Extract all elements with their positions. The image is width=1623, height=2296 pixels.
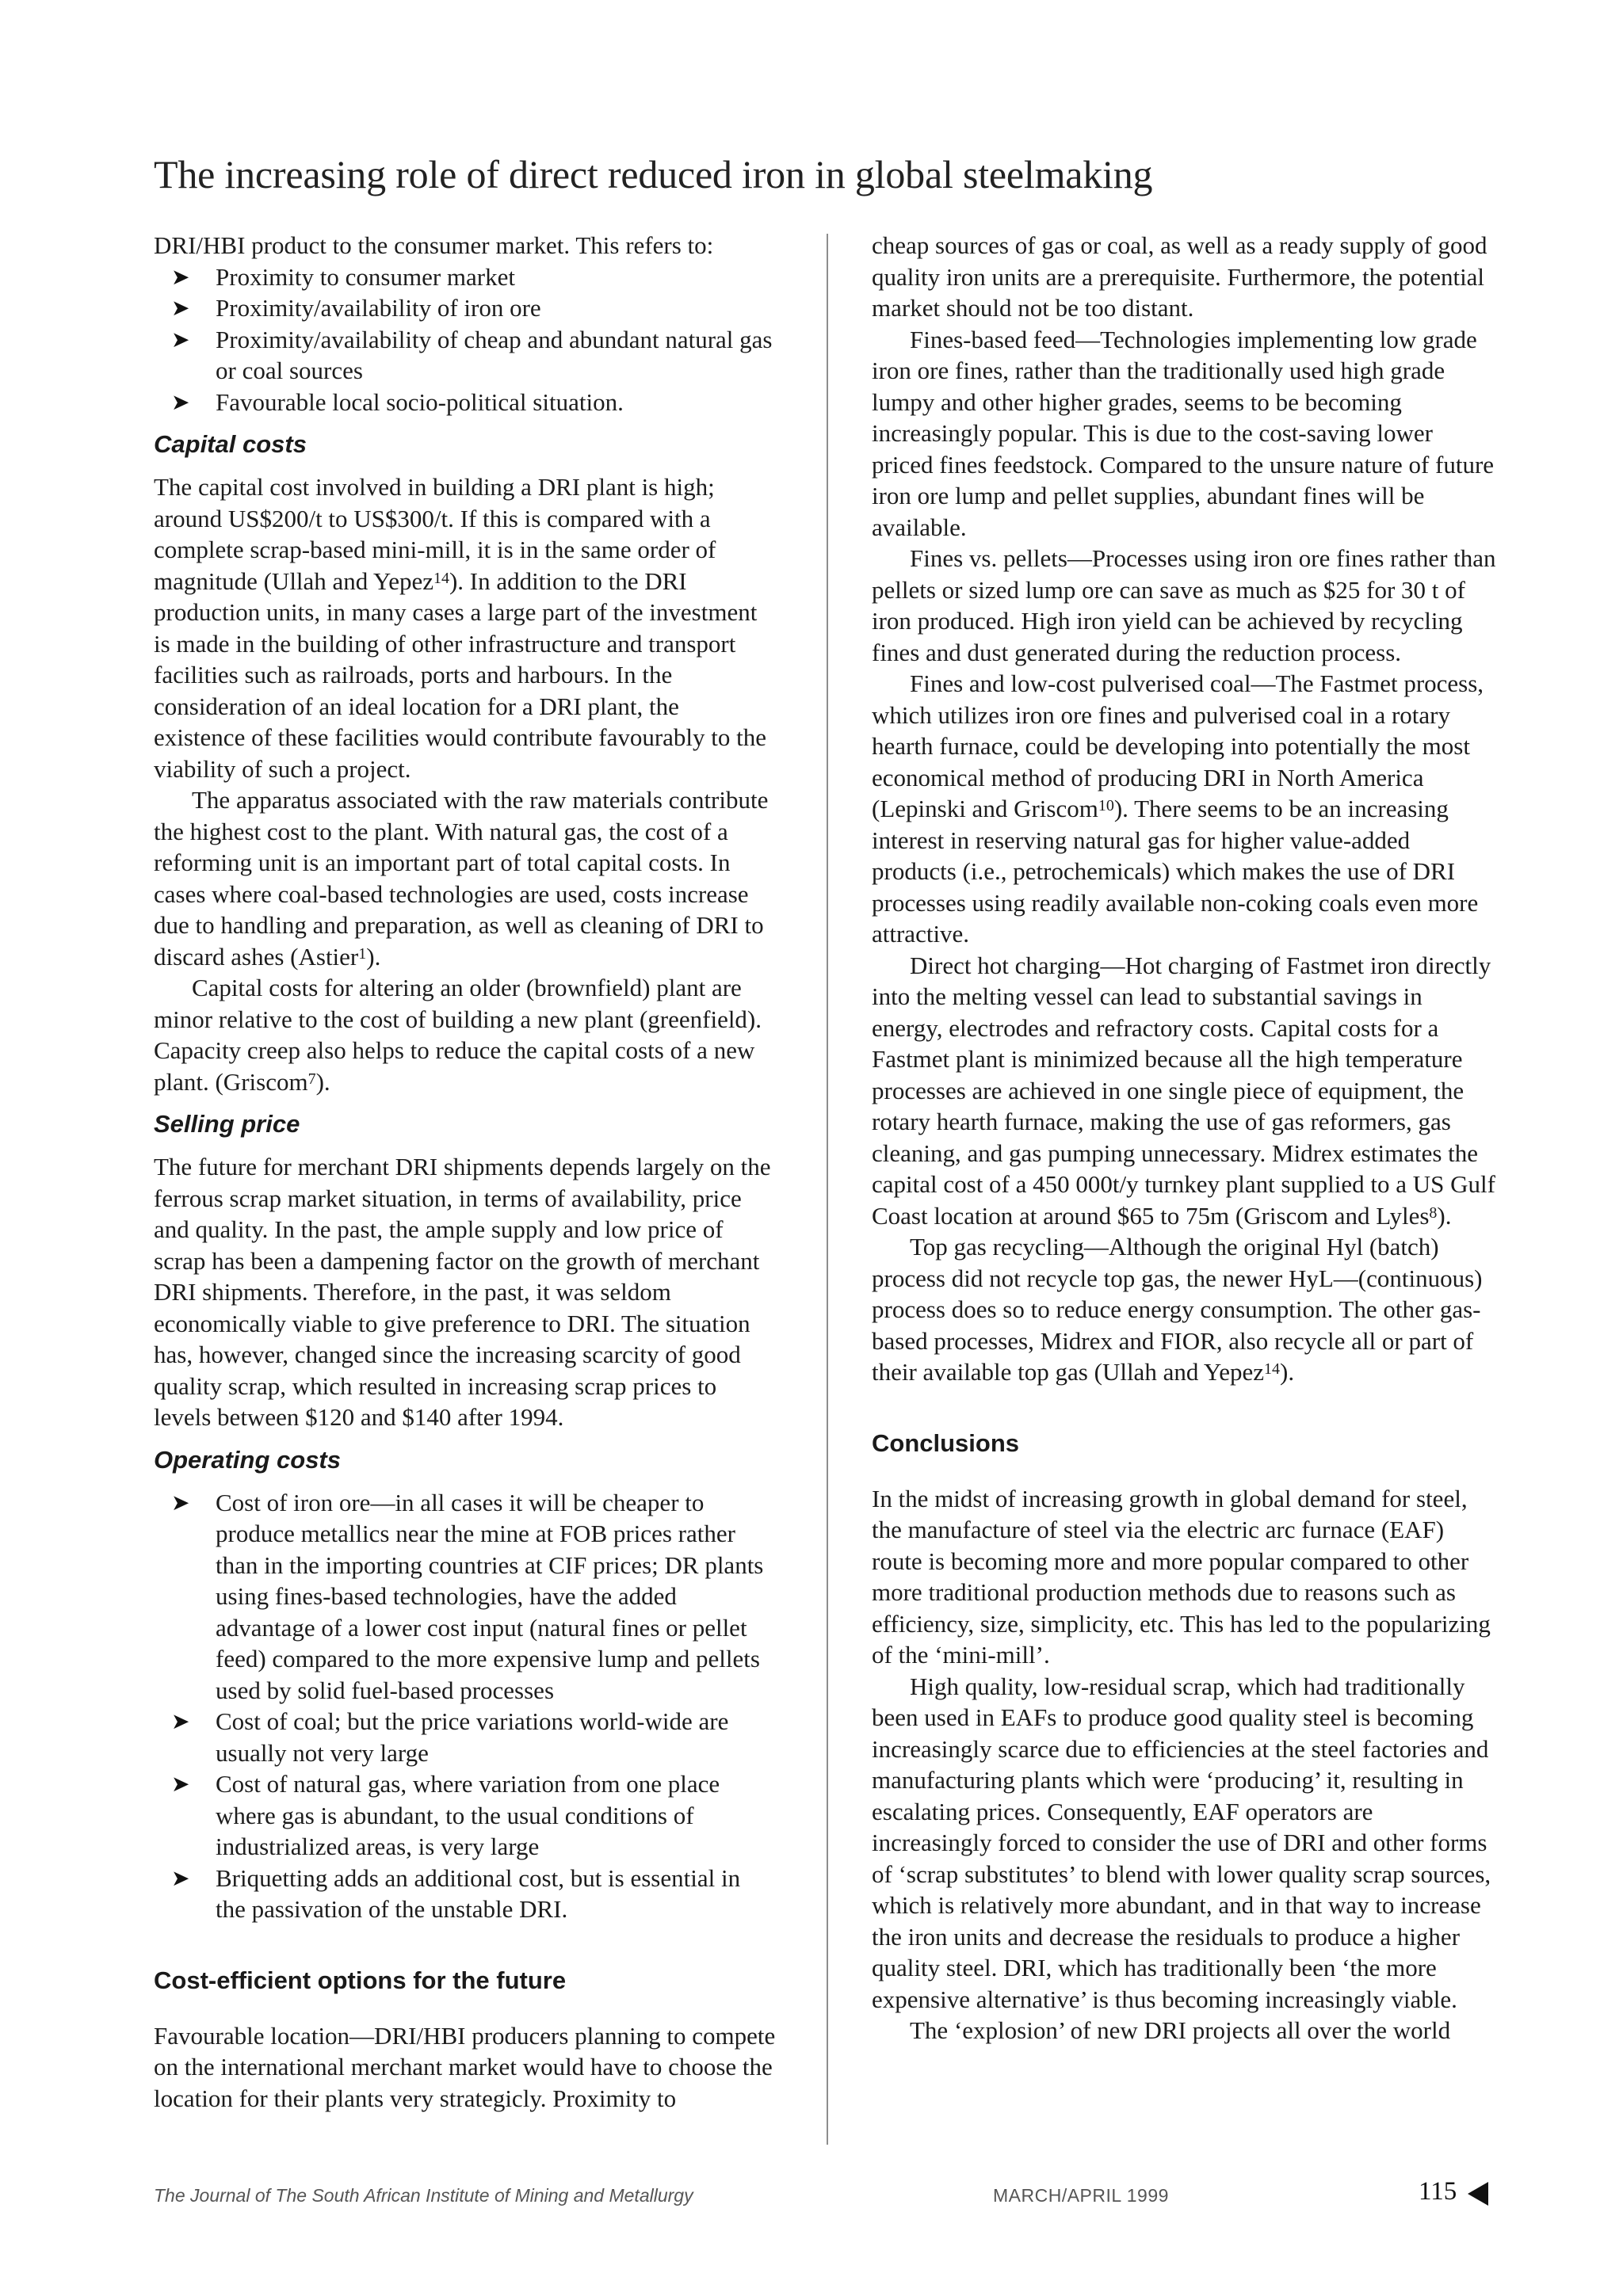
running-title: The increasing role of direct reduced iron in global steelmaking [154,152,1153,196]
list-item: ➤ Proximity to consumer market [154,261,776,293]
left-column [154,230,776,2114]
conclusions-paragraph-1: In the midst of increasing growth in global demand for steel, the manufacture of steel via the electric arc furnace (EAF) route is becoming more and more popular compared to other more traditional production methods due to reasons such as efficiency, size, simplicity, etc. This has led to the popularizing of the ‘mini-mill’. [872,1484,1491,1669]
list-item: ➤ Favourable local socio-political situation. [154,387,776,418]
conclusions-paragraph-3: The ‘explosion’ of new DRI projects all over the world [910,2016,1451,2044]
operating-costs-heading: Operating costs [154,1445,341,1474]
intro-paragraph: DRI/HBI product to the consumer market. This refers to: [154,231,714,259]
list-item: ➤ Proximity/availability of iron ore [154,292,776,324]
conclusions-heading: Conclusions [872,1428,1020,1457]
page-number: 115 [1419,2177,1457,2206]
top-gas-paragraph: Top gas recycling—Although the original Hyl (batch) process did not recycle top gas, the newer HyL—(continuous) process does so to reduce energy consumption. The other gas-based processes, Midrex and FIOR, also recycle all or part of their available top gas (Ullah and Yepez$^{14}$). [872,1233,1483,1386]
hot-charging-paragraph: Direct hot charging—Hot charging of Fastmet iron directly into the melting vessel can lead to substantial savings in energy, electrodes and refractory costs. Capital costs for a Fastmet plant is minimized because all the high temperature processes are achieved in one single piece of equipment, the rotary hearth furnace, making the use of gas reformers, gas cleaning, and gas pumping unnecessary. Midrex estimates the capital cost of a 450 000t/y turnkey plant supplied to a US Gulf Coast location at around $65 to 75m (Griscom and Lyles$^8$). [872,951,1495,1230]
location-factors-list [154,261,776,418]
arrow-bullet-icon: ➤ [171,295,190,321]
citation-superscript: 8 [1429,1203,1438,1222]
future-options-paragraph: Favourable location—DRI/HBI producers planning to compete on the international merchant market would have to choose the location for their plants very strategicly. Proximity to [154,2021,776,2112]
arrow-bullet-icon: ➤ [171,1771,190,1797]
citation-superscript: 10 [1098,797,1114,814]
fines-based-feed-paragraph: Fines-based feed—Technologies implementing low grade iron ore fines, rather than the traditionally used high grade lumpy and other higher grades, seems to be becoming increasingly popular. This is due to the cost-saving lower priced fines feedstock. Compared to the unsure nature of future iron ore lump and pellet supplies, abundant fines will be available. [872,325,1495,541]
arrow-bullet-icon: ➤ [171,388,190,415]
citation-superscript: 14 [1264,1360,1280,1378]
right-paragraph-1: cheap sources of gas or coal, as well as a ready supply of good quality iron units are a prerequisite. Furthermore, the potential market should not be too distant. [872,231,1487,322]
arrow-bullet-icon: ➤ [171,1864,190,1891]
fastmet-paragraph: Fines and low-cost pulverised coal—The Fastmet process, which utilizes iron ore fines and pulverised coal in a rotary hearth furnace, could be developing into potentially the most economical method of producing DRI in North America (Lepinski and Griscom$^{10}$). There seems to be an increasing interest in reserving natural gas for higher value-added products (i.e., petrochemicals) which makes the use of DRI processes using readily available non-coking coals even more attractive. [872,669,1484,948]
fines-vs-pellets-paragraph: Fines vs. pellets—Processes using iron ore fines rather than pellets or sized lump ore can save as much as $25 for 30 t of iron produced. High iron yield can be achieved by recycling fines and dust generated during the reduction process. [872,544,1496,666]
citation-superscript: 7 [307,1070,316,1088]
column-divider [827,234,828,2145]
capital-costs-paragraph-1: The capital cost involved in building a DRI plant is high; around US$200/t to US$300/t. If this is compared with a complete scrap-based mini-mill, it is in the same order of magnitude (Ullah and Yepez$^{14}$). In addition to the DRI production units, in many cases a large part of the investment is made in the building of other infrastructure and transport facilities such as railroads, ports and harbours. In the consideration of an ideal location for a DRI plant, the existence of these facilities would contribute favourably to the viability of such a project. [154,473,767,783]
capital-costs-paragraph-2: The apparatus associated with the raw materials contribute the highest cost to the plant. With natural gas, the cost of a reforming unit is an important part of total capital costs. In cases where coal-based technologies are used, costs increase due to handling and preparation, as well as cleaning of DRI to discard ashes (Astier$^1$). [154,786,769,971]
page-marker-triangle-icon [1468,2182,1488,2206]
list-item: ➤ Proximity/availability of cheap and abundant natural gas or coal sources [171,325,773,384]
list-item: ➤ Cost of natural gas, where variation from one place where gas is abundant, to the usual conditions of industrialized areas, is very large [171,1770,720,1860]
footer-journal-name: The Journal of The South African Institute of Mining and Metallurgy [154,2185,693,2206]
list-item: ➤ Briquetting adds an additional cost, but is essential in the passivation of the unstable DRI. [171,1863,741,1923]
list-item: ➤ Cost of iron ore—in all cases it will be cheaper to produce metallics near the mine at FOB prices rather than in the importing countries at CIF prices; DR plants using fines-based technologies, have the added advantage of a lower cost input (natural fines or pellet feed) compared to the more expensive lump and pellets used by solid fuel-based processes [171,1488,764,1704]
arrow-bullet-icon: ➤ [171,326,190,353]
capital-costs-heading: Capital costs [154,430,307,458]
arrow-bullet-icon: ➤ [171,1708,190,1734]
footer-issue-date: MARCH/APRIL 1999 [993,2185,1169,2206]
selling-price-heading: Selling price [154,1110,300,1138]
right-column [872,230,1498,2046]
operating-costs-list [154,1487,776,1925]
citation-superscript: 14 [433,569,449,587]
selling-price-paragraph: The future for merchant DRI shipments depends largely on the ferrous scrap market situation, in terms of availability, price and quality. In the past, the ample supply and low price of scrap has been a dampening factor on the growth of merchant DRI shipments. Therefore, in the past, it was seldom economically viable to give preference to DRI. The situation has, however, changed since the increasing scarcity of good quality scrap, which resulted in increasing scrap prices to levels between $120 and $140 after 1994. [154,1153,771,1431]
citation-superscript: 1 [358,944,367,963]
list-item: ➤ Cost of coal; but the price variations world-wide are usually not very large [171,1707,729,1767]
arrow-bullet-icon: ➤ [171,1489,190,1516]
future-options-heading: Cost-efficient options for the future [154,1966,567,1994]
arrow-bullet-icon: ➤ [171,263,190,290]
conclusions-paragraph-2: High quality, low-residual scrap, which had traditionally been used in EAFs to produce good quality steel is becoming increasingly scarce due to efficiencies at the steel factories and manufacturing plants which were ‘producing’ it, resulting in escalating prices. Consequently, EAF operators are increasingly forced to consider the use of DRI and other forms of ‘scrap substitutes’ to blend with lower quality scrap sources, which is relatively more abundant, and in that way to increase the iron units and decrease the residuals to produce a higher quality steel. DRI, which has traditionally been ‘the more expensive alternative’ is thus becoming increasingly viable. [872,1672,1491,2013]
capital-costs-paragraph-3: Capital costs for altering an older (brownfield) plant are minor relative to the cost of building a new plant (greenfield). Capacity creep also helps to reduce the capital costs of a new plant. (Griscom$^7$). [154,974,762,1096]
